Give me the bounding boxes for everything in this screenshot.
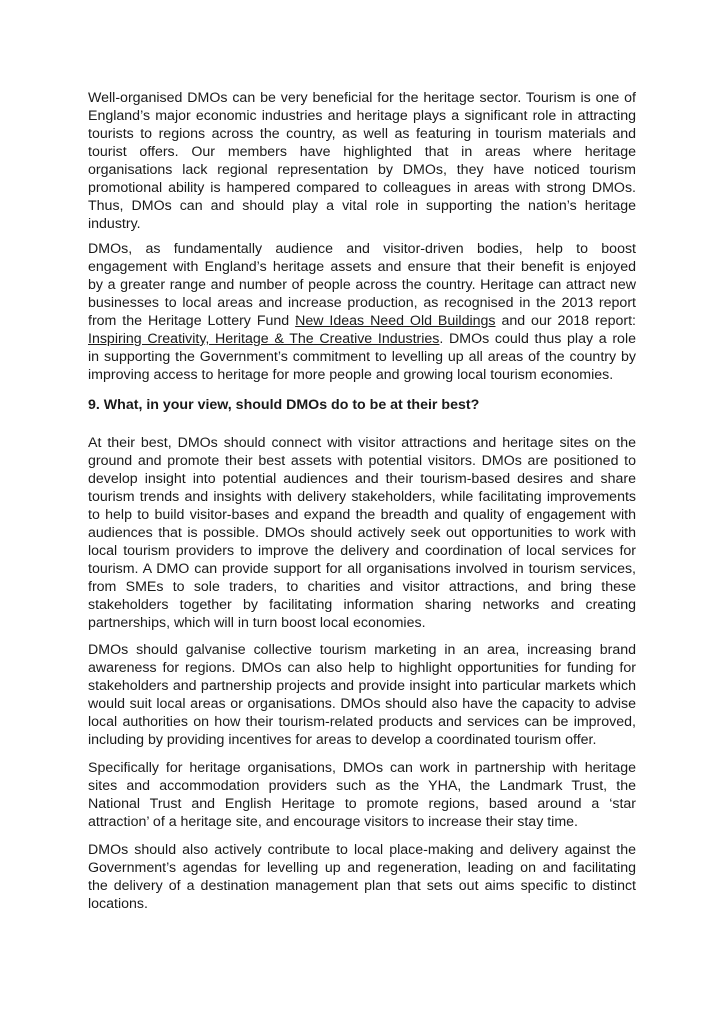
text-segment: National Trust and English Heritage to promote regions, based around a ‘star [88, 796, 636, 812]
paragraph-audience-engagement [88, 240, 636, 384]
text-segment: improving access to heritage for more people and growing local tourism economies. [88, 367, 614, 383]
text-segment: partnerships, which will in turn boost local economies. [88, 615, 426, 631]
text-line [88, 143, 636, 161]
text-segment: DMOs should also actively contribute to local place-making and delivery against the [88, 842, 636, 858]
text-line [88, 89, 636, 107]
text-segment: Well-organised DMOs can be very beneficial for the heritage sector. Tourism is one of [88, 90, 636, 106]
text-segment: locations. [88, 896, 148, 912]
text-segment: England’s major economic industries and heritage plays a significant role in attracting [88, 108, 636, 124]
text-line [88, 258, 636, 276]
text-segment: tourism trends and insights with delivery stakeholders, while facilitating improvements [88, 489, 636, 505]
paragraph-collective-marketing [88, 641, 636, 749]
paragraph-dmo-benefits [88, 89, 636, 233]
text-segment: Thus, DMOs can and should play a vital role in supporting the nation’s heritage [88, 198, 636, 214]
text-line [88, 813, 636, 831]
text-line [88, 859, 636, 877]
text-line [88, 107, 636, 125]
text-line [88, 470, 636, 488]
text-segment: local authorities on how their tourism-related products and services can be improved, [88, 714, 636, 730]
question-heading: 9. What, in your view, should DMOs do to be at their best? [88, 397, 480, 413]
text-line [88, 877, 636, 895]
text-segment: industry. [88, 216, 141, 232]
text-line [88, 215, 636, 233]
text-segment: ground and promote their best assets with potential visitors. DMOs are positioned to [88, 453, 636, 469]
text-segment: local tourism providers to improve the delivery and coordination of local services for [88, 543, 636, 559]
text-line [88, 434, 636, 452]
text-line [88, 659, 636, 677]
text-line [88, 240, 636, 258]
text-segment: . DMOs could thus play a role [439, 331, 636, 347]
text-line [88, 560, 636, 578]
text-segment: the delivery of a destination management plan that sets out aims specific to distinct [88, 878, 636, 894]
text-segment: including by providing incentives for areas to develop a coordinated tourism offer. [88, 732, 597, 748]
text-segment: DMOs, as fundamentally audience and visitor-driven bodies, help to boost [88, 241, 636, 257]
text-segment: awareness for regions. DMOs can also help to highlight opportunities for funding for [88, 660, 636, 676]
text-segment: businesses to local areas and increase production, as recognised in the 2013 report [88, 295, 636, 311]
text-line [88, 348, 636, 366]
text-segment: Specifically for heritage organisations, DMOs can work in partnership with heritage [88, 760, 636, 776]
text-segment: promotional ability is hampered compared to colleagues in areas with strong DMOs. [88, 180, 636, 196]
paragraph-heritage-organisations [88, 759, 636, 831]
text-segment: stakeholders together by facilitating information sharing networks and creating [88, 597, 636, 613]
text-line [88, 312, 636, 330]
text-line [88, 294, 636, 312]
report-link[interactable]: Inspiring Creativity, Heritage & The Creative Industries [88, 331, 440, 347]
text-line [88, 841, 636, 859]
text-segment: engagement with England’s heritage assets and ensure that their benefit is enjoyed [88, 259, 636, 275]
text-segment: DMOs should galvanise collective tourism marketing in an area, increasing brand [88, 642, 636, 658]
text-line [88, 695, 636, 713]
text-segment: tourism. A DMO can provide support for all organisations involved in tourism services, [88, 561, 636, 577]
text-line [88, 366, 636, 384]
paragraph-place-making [88, 841, 636, 913]
text-line [88, 330, 636, 348]
text-segment: Government’s agendas for levelling up and regeneration, leading on and facilitating [88, 860, 636, 876]
text-segment: tourists to regions across the country, as well as featuring in tourism materials and [88, 126, 636, 142]
text-segment: would suit local areas or organisations. DMOs should also have the capacity to advise [88, 696, 636, 712]
text-segment: audiences that is possible. DMOs should actively seek out opportunities to work with [88, 525, 636, 541]
text-segment: tourist offers. Our members have highlighted that in areas where heritage [88, 144, 636, 160]
text-line [88, 452, 636, 470]
text-line [88, 731, 636, 749]
text-line [88, 677, 636, 695]
text-line [88, 795, 636, 813]
text-segment: from the Heritage Lottery Fund [88, 313, 296, 329]
text-line [88, 197, 636, 215]
text-segment: sites and accommodation providers such as the YHA, the Landmark Trust, the [88, 778, 636, 794]
text-line [88, 125, 636, 143]
text-segment: by a greater range and number of people across the country. Heritage can attract new [88, 277, 636, 293]
text-line [88, 596, 636, 614]
text-line [88, 614, 636, 632]
text-segment: to help to build visitor-bases and expand the breadth and quality of engagement with [88, 507, 636, 523]
text-line [88, 506, 636, 524]
text-line [88, 895, 636, 913]
text-line [88, 276, 636, 294]
text-segment: At their best, DMOs should connect with visitor attractions and heritage sites on the [88, 435, 636, 451]
text-segment: in supporting the Government’s commitment to levelling up all areas of the country by [88, 349, 636, 365]
text-line [88, 713, 636, 731]
text-segment: stakeholders and partnership projects and provide insight into particular markets which [88, 678, 636, 694]
text-line [88, 578, 636, 596]
text-line [88, 488, 636, 506]
report-link[interactable]: New Ideas Need Old Buildings [295, 313, 496, 329]
text-segment: attraction’ of a heritage site, and encourage visitors to increase their stay time. [88, 814, 578, 830]
text-line [88, 161, 636, 179]
paragraph-dmos-at-best [88, 434, 636, 632]
text-segment: from SMEs to sole traders, to charities and visitor attractions, and bring these [88, 579, 636, 595]
text-line [88, 641, 636, 659]
text-segment: organisations lack regional representation by DMOs, they have noticed tourism [88, 162, 636, 178]
text-segment: and our 2018 report: [495, 313, 636, 329]
text-segment: develop insight into potential audiences and their tourism-based desires and share [88, 471, 636, 487]
text-line [88, 759, 636, 777]
text-line [88, 524, 636, 542]
text-line [88, 777, 636, 795]
text-line [88, 179, 636, 197]
text-line [88, 542, 636, 560]
